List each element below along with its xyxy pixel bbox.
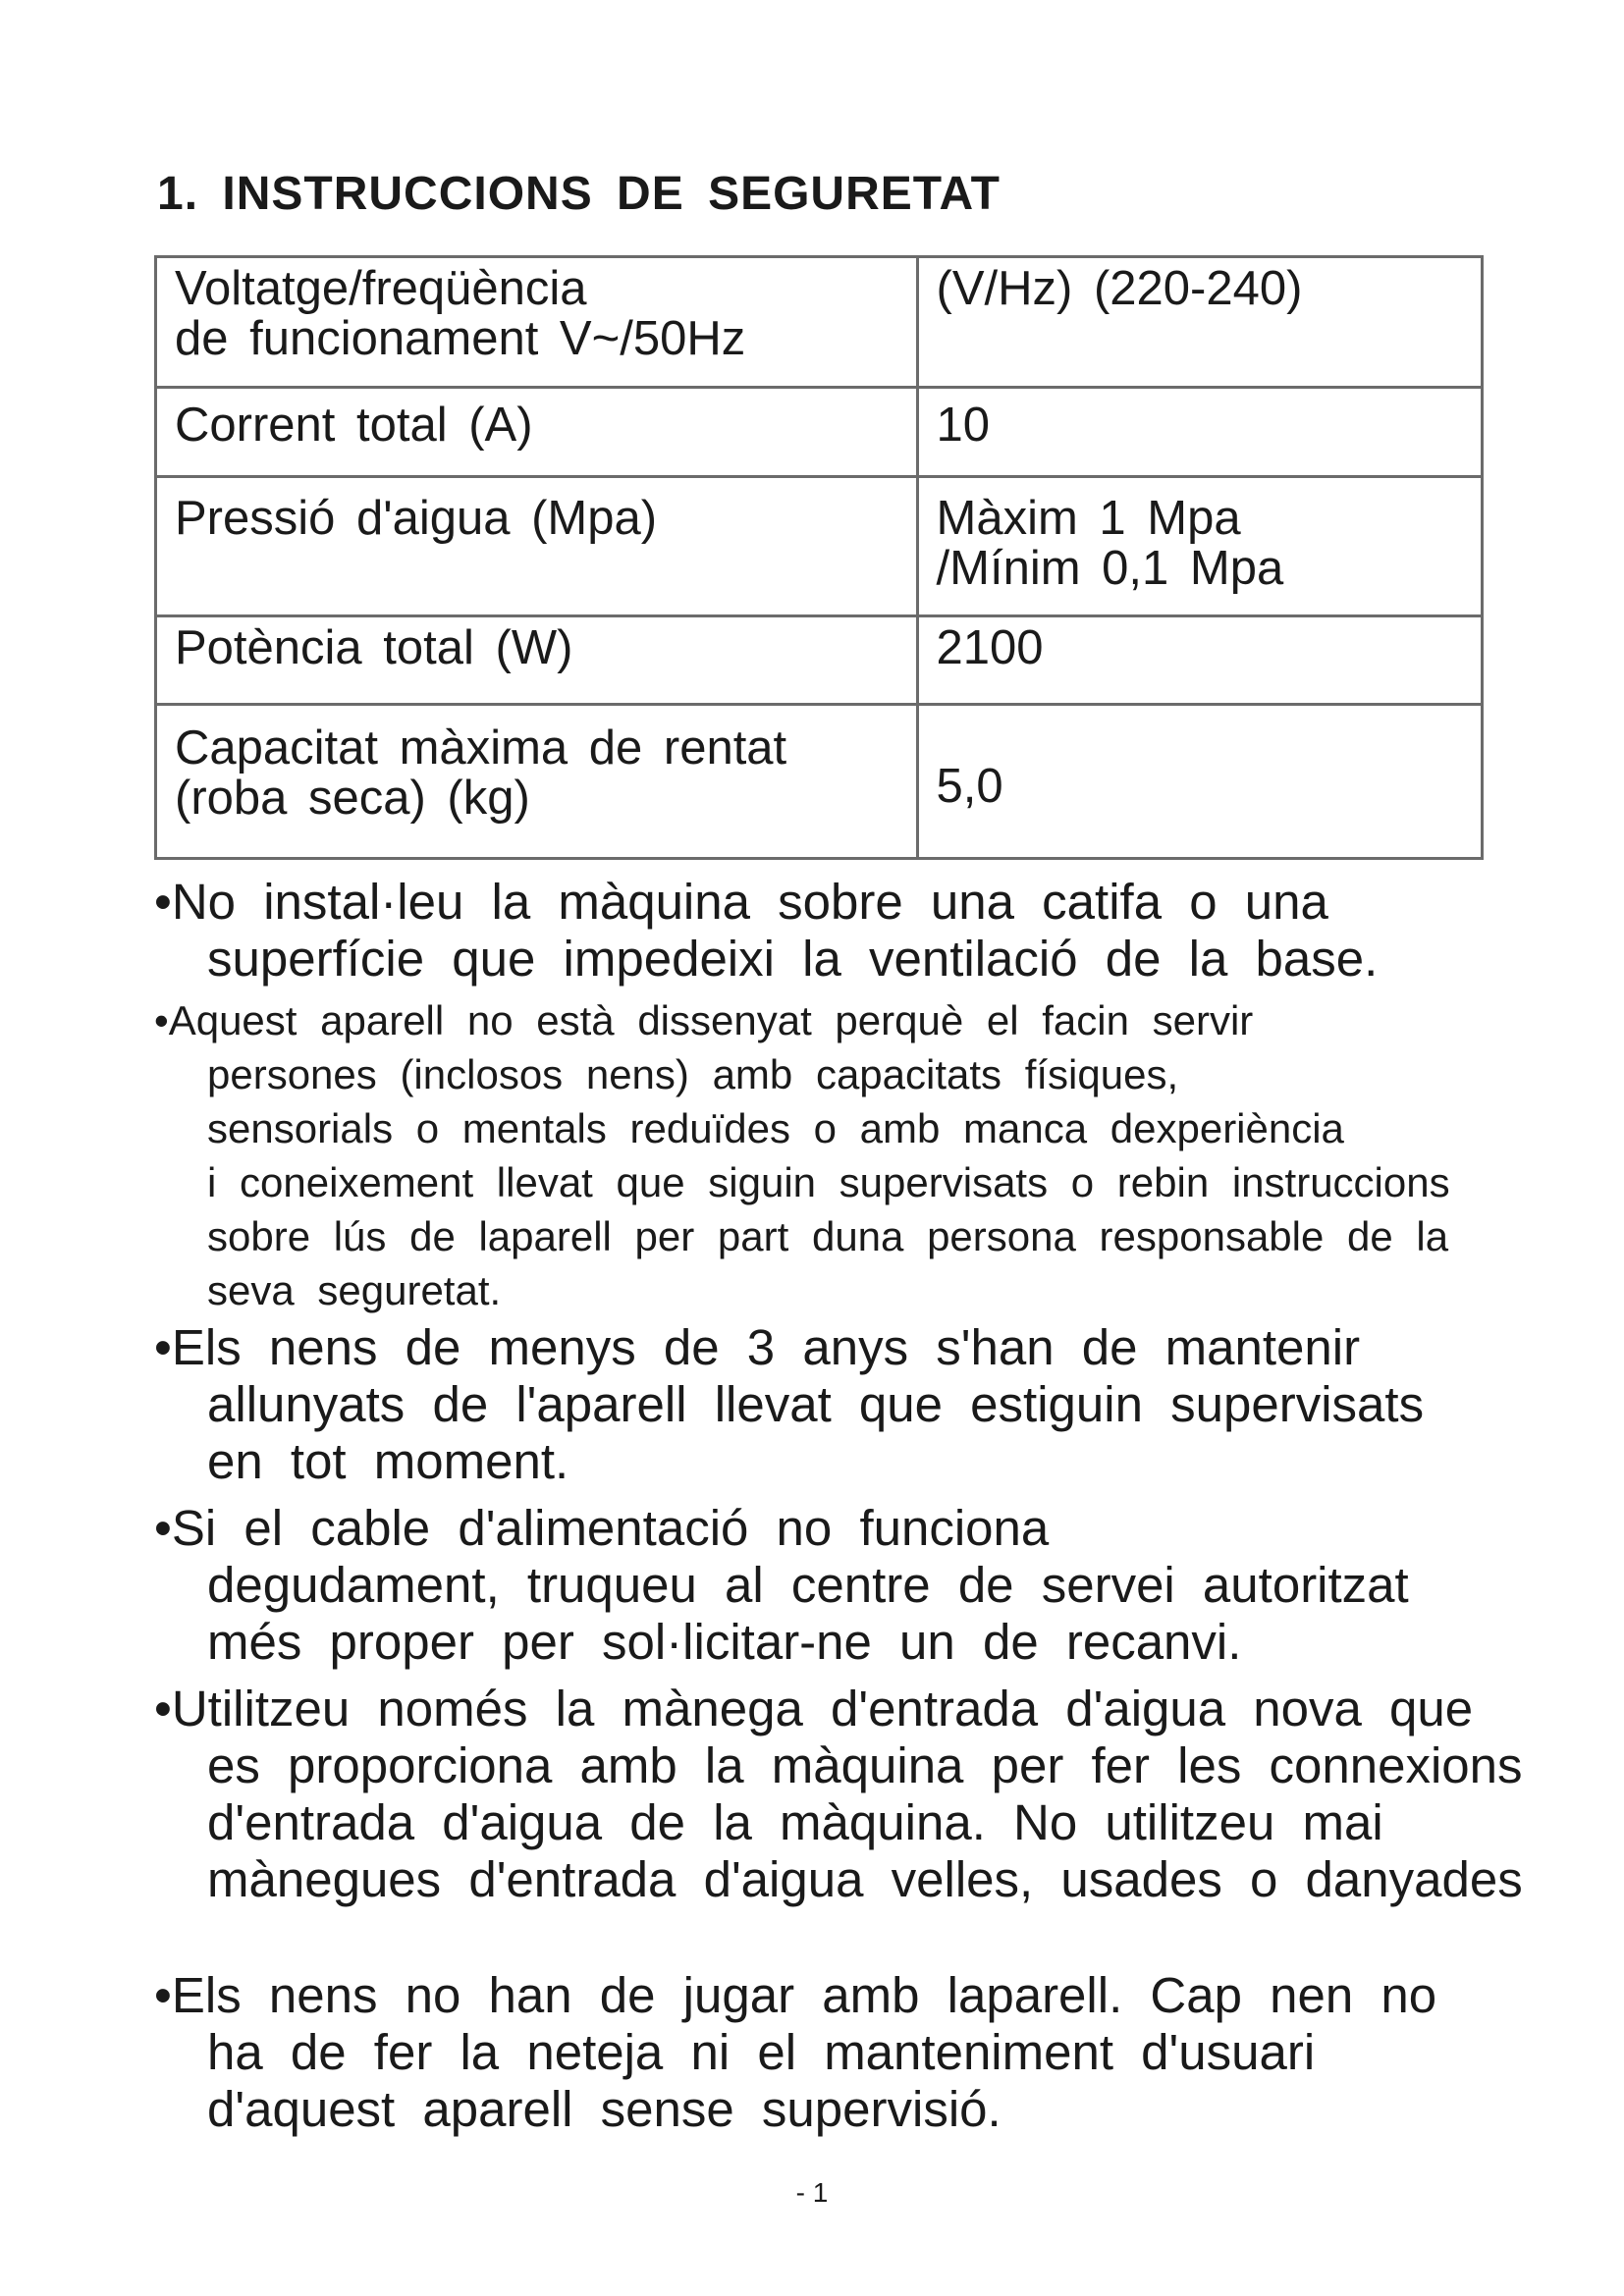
item-line: •No instal·leu la màquina sobre una catifa o una	[154, 874, 1328, 930]
spec-label-line: de funcionament V~/50Hz	[175, 312, 746, 366]
table-row	[156, 705, 1483, 859]
item-line: persones (inclosos nens) amb capacitats físiques,	[207, 1051, 1179, 1097]
spec-value-line: (V/Hz) (220-240)	[936, 262, 1303, 315]
item-line: d'entrada d'aigua de la màquina. No utilitzeu mai	[207, 1794, 1383, 1850]
list-item	[154, 1967, 1588, 2138]
item-line: •Els nens no han de jugar amb laparell. Cap nen no	[154, 1967, 1437, 2023]
item-line: superfície que impedeixi la ventilació de la base.	[207, 931, 1379, 987]
item-line: •Aquest aparell no està dissenyat perquè el facin servir	[154, 997, 1254, 1043]
item-line: sensorials o mentals reduïdes o amb manca dexperiència	[207, 1105, 1344, 1151]
spec-value	[917, 705, 1482, 859]
spec-value	[917, 388, 1482, 477]
spec-label	[156, 705, 918, 859]
spec-value	[917, 257, 1482, 388]
spec-value	[917, 477, 1482, 616]
spec-label	[156, 477, 918, 616]
table-row	[156, 616, 1483, 705]
item-line: més proper per sol·licitar-ne un de recanvi.	[207, 1614, 1242, 1670]
item-line: sobre lús de laparell per part duna persona responsable de la	[207, 1213, 1449, 1259]
spec-label	[156, 257, 918, 388]
table-row	[156, 477, 1483, 616]
spec-label-line: Potència total (W)	[175, 621, 573, 674]
item-line: •Els nens de menys de 3 anys s'han de mantenir	[154, 1319, 1361, 1375]
page-title: 1. INSTRUCCIONS DE SEGURETAT	[157, 168, 1001, 220]
list-item	[154, 993, 1588, 1317]
item-line: d'aquest aparell sense supervisió.	[207, 2081, 1001, 2137]
list-item	[154, 1500, 1588, 1671]
item-line: degudament, truqueu al centre de servei autoritzat	[207, 1557, 1409, 1613]
item-line: mànegues d'entrada d'aigua velles, usades o danyades	[207, 1851, 1523, 1907]
spec-value-line: /Mínim 0,1 Mpa	[936, 542, 1284, 596]
table-row	[156, 257, 1483, 388]
page-number: - 1	[795, 2177, 829, 2208]
item-line: allunyats de l'aparell llevat que estiguin supervisats	[207, 1376, 1425, 1432]
spec-label	[156, 388, 918, 477]
item-line: •Si el cable d'alimentació no funciona	[154, 1500, 1050, 1556]
spec-label-line: (roba seca) (kg)	[175, 772, 530, 826]
spec-value-line: 10	[936, 399, 991, 452]
spec-value-line: 5,0	[936, 760, 1003, 814]
spec-value-line: 2100	[936, 621, 1044, 674]
item-line: •Utilitzeu només la mànega d'entrada d'aigua nova que	[154, 1681, 1474, 1736]
item-line: es proporciona amb la màquina per fer les connexions	[207, 1737, 1523, 1793]
spec-label-line: Voltatge/freqüència	[175, 262, 587, 315]
spec-label	[156, 616, 918, 705]
item-line: en tot moment.	[207, 1433, 569, 1489]
safety-instructions-list	[154, 874, 1588, 2138]
table-row	[156, 388, 1483, 477]
item-line: ha de fer la neteja ni el manteniment d'usuari	[207, 2024, 1316, 2080]
item-line: i coneixement llevat que siguin supervisats o rebin instruccions	[207, 1159, 1450, 1205]
list-item	[154, 1319, 1588, 1490]
spec-label-line: Corrent total (A)	[175, 399, 533, 452]
spec-label-line: Capacitat màxima de rentat	[175, 721, 787, 774]
spec-value	[917, 616, 1482, 705]
spec-label-line: Pressió d'aigua (Mpa)	[175, 492, 658, 545]
item-line: seva seguretat.	[207, 1267, 502, 1313]
specifications-table	[154, 255, 1484, 860]
spec-value-line: Màxim 1 Mpa	[936, 492, 1241, 545]
list-item	[154, 874, 1588, 988]
list-item	[154, 1681, 1588, 1908]
